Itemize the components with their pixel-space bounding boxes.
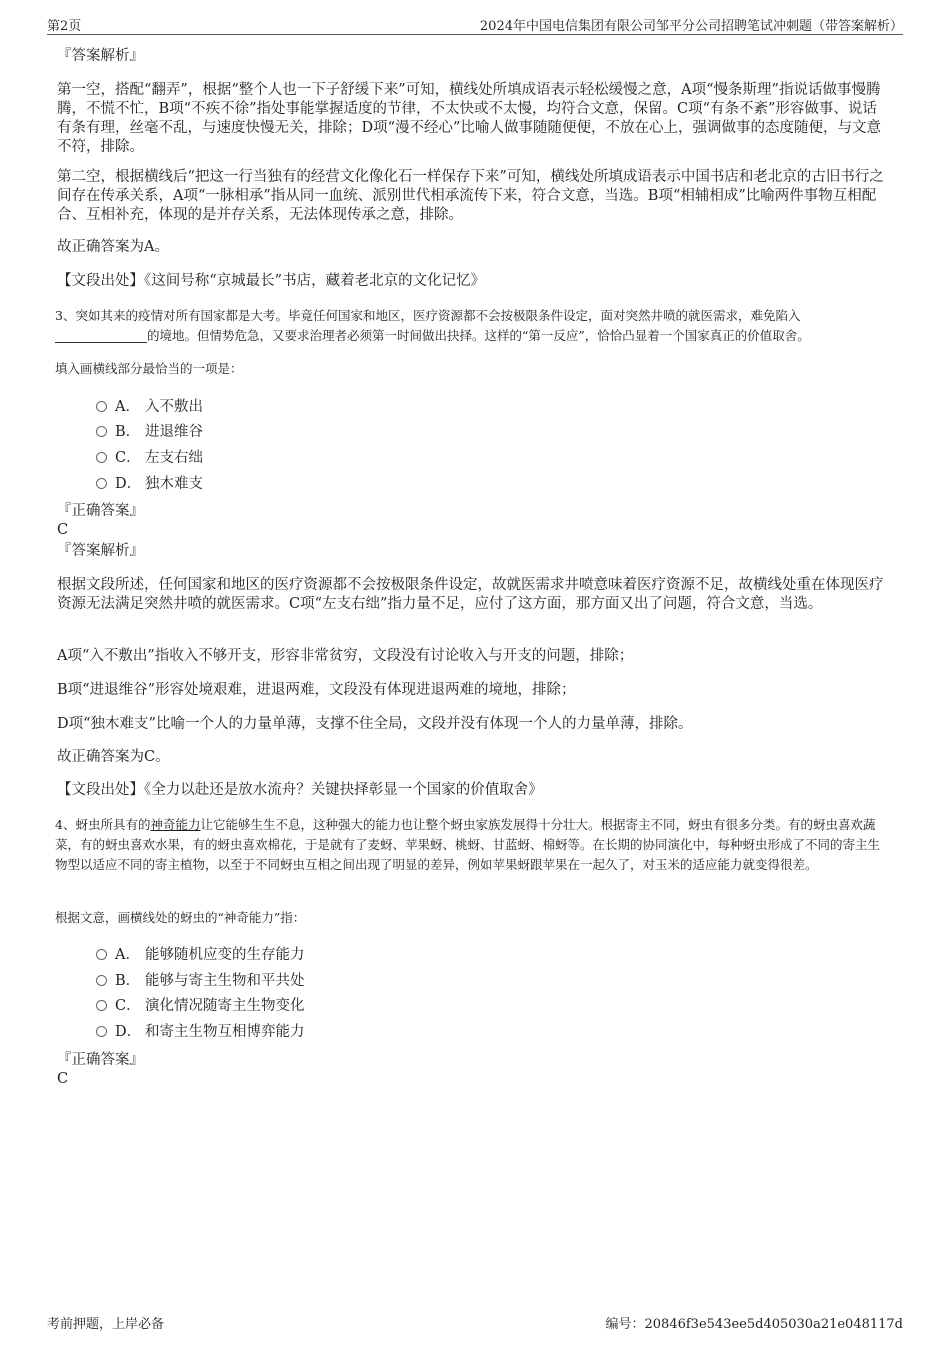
radio-icon[interactable] xyxy=(96,452,107,463)
radio-icon[interactable] xyxy=(96,426,107,437)
q2-source: 【文段出处】《这间号称“京城最长”书店，藏着老北京的文化记忆》 xyxy=(57,273,486,289)
q4-answer-label: 『正确答案』 xyxy=(57,1052,144,1068)
q4-prompt: 根据文意，画横线处的蚜虫的“神奇能力”指： xyxy=(55,910,306,925)
q4-underlined-phrase: 神奇能力 xyxy=(150,817,201,832)
document-title: 2024年中国电信集团有限公司邹平分公司招聘笔试冲刺题（带答案解析） xyxy=(479,19,903,34)
q4-stem: 4、蚜虫所具有的神奇能力让它能够生生不息，这种强大的能力也让整个蚜虫家族发展得十分壮大。根据寄主不同，蚜虫有很多分类。有的蚜虫喜欢蔬菜，有的蚜虫喜欢水果，有的蚜虫喜欢棉花，于是就有了麦蚜、苹果蚜、桃蚜、甘蓝蚜、棉蚜等。在长期的协同演化中，每种蚜虫形成了不同的寄主生物型以适应不同的寄主植物，以至于不同蚜虫互相之间出现了明显的差异，例如苹果蚜跟苹果在一起久了，对玉米的适应能力就变得很差。 xyxy=(55,817,881,872)
document-code: 编号：20846f3e543ee5d405030a21e048117d xyxy=(605,1317,903,1332)
q3-analysis-para1: 根据文段所述，任何国家和地区的医疗资源都不会按极限条件设定，故就医需求井喷意味着医疗资源不足，故横线处重在体现医疗资源无法满足突然井喷的就医需求。C项“左支右绌”指力量不足，应付了这方面，那方面又出了问题，符合文意，当选。 xyxy=(57,577,884,612)
q2-analysis-label: 『答案解析』 xyxy=(57,48,144,64)
q3-stem: 3、突如其来的疫情对所有国家都是大考。毕竟任何国家和地区，医疗资源都不会按极限条件设定，面对突然井喷的就医需求，难免陷入的境地。但情势危急，又要求治理者必须第一时间做出抉择。这样的“第一反应”，恰恰凸显着一个国家真正的价值取舍。 xyxy=(55,308,810,343)
q3-analysis-option-d: D项“独木难支”比喻一个人的力量单薄，支撑不住全局，文段并没有体现一个人的力量单薄，排除。 xyxy=(57,716,693,732)
q3-option-c[interactable]: C． 左支右绌 xyxy=(96,448,203,468)
radio-icon[interactable] xyxy=(96,1026,107,1037)
q3-analysis-label: 『答案解析』 xyxy=(57,543,144,559)
q4-option-d[interactable]: D． 和寄主生物互相博弈能力 xyxy=(96,1022,305,1042)
q3-option-a[interactable]: A． 入不敷出 xyxy=(96,397,203,417)
page-number: 第2页 xyxy=(47,19,82,34)
q3-option-d[interactable]: D． 独木难支 xyxy=(96,474,203,494)
radio-icon[interactable] xyxy=(96,478,107,489)
page-header xyxy=(47,14,903,35)
q3-answer-label: 『正确答案』 xyxy=(57,503,144,519)
q3-conclusion: 故正确答案为C。 xyxy=(57,749,170,765)
q4-option-a[interactable]: A． 能够随机应变的生存能力 xyxy=(96,945,305,965)
q3-analysis-option-a: A项“入不敷出”指收入不够开支，形容非常贫穷，文段没有讨论收入与开支的问题，排除； xyxy=(57,648,634,664)
q3-blank xyxy=(55,330,147,343)
radio-icon[interactable] xyxy=(96,949,107,960)
radio-icon[interactable] xyxy=(96,975,107,986)
q2-analysis-para1: 第一空，搭配“翻弄”，根据“整个人也一下子舒缓下来”可知，横线处所填成语表示轻松缓慢之意，A项“慢条斯理”指说话做事慢腾腾，不慌不忙，B项“不疾不徐”指处事能掌握适度的节律，不太快或不太慢，均符合文意，保留。C项“有条不紊”形容做事、说话有条有理，丝毫不乱，与速度快慢无关，排除；D项“漫不经心”比喻人做事随随便便，不放在心上，强调做事的态度随便，与文意不符，排除。 xyxy=(57,82,881,155)
radio-icon[interactable] xyxy=(96,1000,107,1011)
q3-answer: C xyxy=(57,522,69,538)
q3-analysis-option-b: B项“进退维谷”形容处境艰难，进退两难，文段没有体现进退两难的境地，排除； xyxy=(57,682,576,698)
q4-answer: C xyxy=(57,1071,69,1087)
footer-slogan: 考前押题，上岸必备 xyxy=(47,1317,165,1332)
q3-prompt: 填入画横线部分最恰当的一项是： xyxy=(55,361,243,376)
q4-option-b[interactable]: B． 能够与寄主生物和平共处 xyxy=(96,971,305,991)
q3-source: 【文段出处】《全力以赴还是放水流舟？关键抉择彰显一个国家的价值取舍》 xyxy=(57,782,543,798)
q4-option-c[interactable]: C． 演化情况随寄主生物变化 xyxy=(96,996,305,1016)
q3-option-b[interactable]: B． 进退维谷 xyxy=(96,422,203,442)
q2-conclusion: 故正确答案为A。 xyxy=(57,239,169,255)
radio-icon[interactable] xyxy=(96,401,107,412)
q2-analysis-para2: 第二空，根据横线后“把这一行当独有的经营文化像化石一样保存下来”可知，横线处所填成语表示中国书店和老北京的古旧书行之间存在传承关系，A项“一脉相承”指从同一血统、派别世代相承流传下来，符合文意，当选。B项“相辅相成”比喻两件事物互相配合、互相补充，体现的是并存关系，无法体现传承之意，排除。 xyxy=(57,169,884,223)
